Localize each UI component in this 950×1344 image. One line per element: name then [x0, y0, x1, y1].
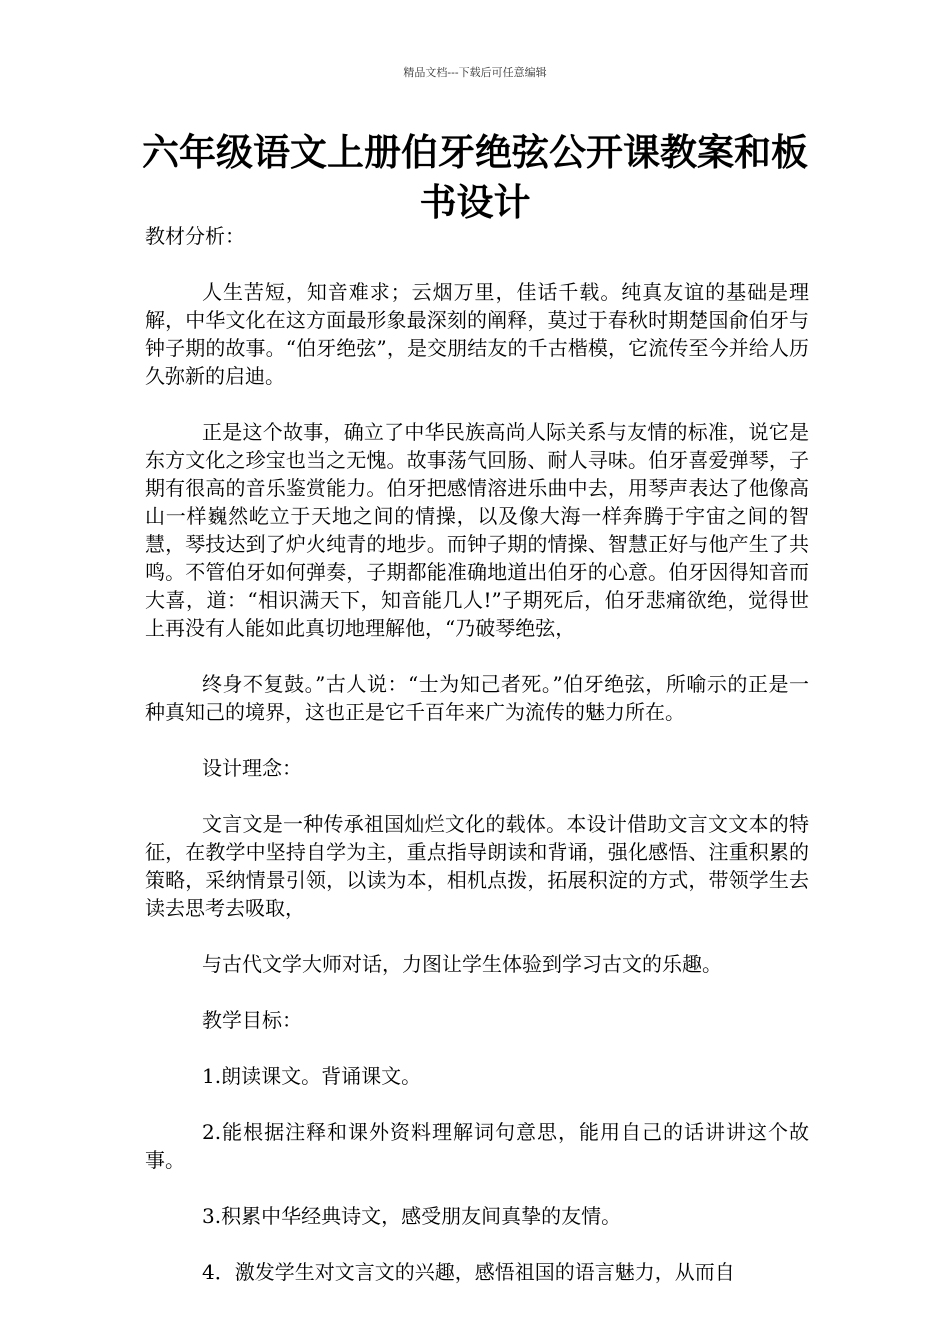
paragraph-5: 与古代文学大师对话，力图让学生体验到学习古文的乐趣。: [202, 952, 722, 976]
goal-item-4: 4．激发学生对文言文的兴趣，感悟祖国的语言魅力，从而自: [202, 1260, 735, 1284]
goal-item-3: 3.积累中华经典诗文，感受朋友间真挚的友情。: [202, 1204, 622, 1228]
analysis-heading: 教材分析：: [145, 224, 245, 248]
paragraph-2: 正是这个故事，确立了中华民族高尚人际关系与友情的标准，说它是东方文化之珍宝也当之无愧。故事荡气回肠、耐人寻味。伯牙喜爱弹琴，子期有很高的音乐鉴赏能力。伯牙把感情溶进乐曲中去，用琴声表达了他像高山一样巍然屹立于天地之间的情操，以及像大海一样奔腾于宇宙之间的智慧，琴技达到了炉火纯青的地步。而钟子期的情操、智慧正好与他产生了共鸣。不管伯牙如何弹奏，子期都能准确地道出伯牙的心意。伯牙因得知音而大喜，道：“相识满天下，知音能几人!”子期死后，伯牙悲痛欲绝，觉得世上再没有人能如此真切地理解他，“乃破琴绝弦，: [145, 420, 809, 640]
concept-heading: 设计理念：: [202, 756, 302, 780]
paragraph-4: 文言文是一种传承祖国灿烂文化的载体。本设计借助文言文文本的特征，在教学中坚持自学为主，重点指导朗读和背诵，强化感悟、注重积累的策略，采纳情景引领，以读为本，相机点拨，拓展积淀的方式，带领学生去读去思考去吸取，: [145, 812, 809, 920]
goals-heading: 教学目标：: [202, 1008, 302, 1032]
goal-item-2: 2.能根据注释和课外资料理解词句意思，能用自己的话讲讲这个故事。: [145, 1120, 809, 1172]
paragraph-3: 终身不复鼓。”古人说：“士为知己者死。”伯牙绝弦，所喻示的正是一种真知己的境界，这也正是它千百年来广为流传的魅力所在。: [145, 672, 809, 724]
goal-item-1: 1.朗读课文。背诵课文。: [202, 1064, 422, 1088]
document-title: 六年级语文上册伯牙绝弦公开课教案和板书设计: [142, 131, 808, 224]
header-note: 精品文档---下载后可任意编辑: [403, 66, 547, 79]
document-body: [145, 222, 809, 1286]
paragraph-1: 人生苦短，知音难求；云烟万里，佳话千载。纯真友谊的基础是理解，中华文化在这方面最形象最深刻的阐释，莫过于春秋时期楚国俞伯牙与钟子期的故事。“伯牙绝弦”，是交朋结友的千古楷模，它流传至今并给人历久弥新的启迪。: [145, 280, 809, 388]
